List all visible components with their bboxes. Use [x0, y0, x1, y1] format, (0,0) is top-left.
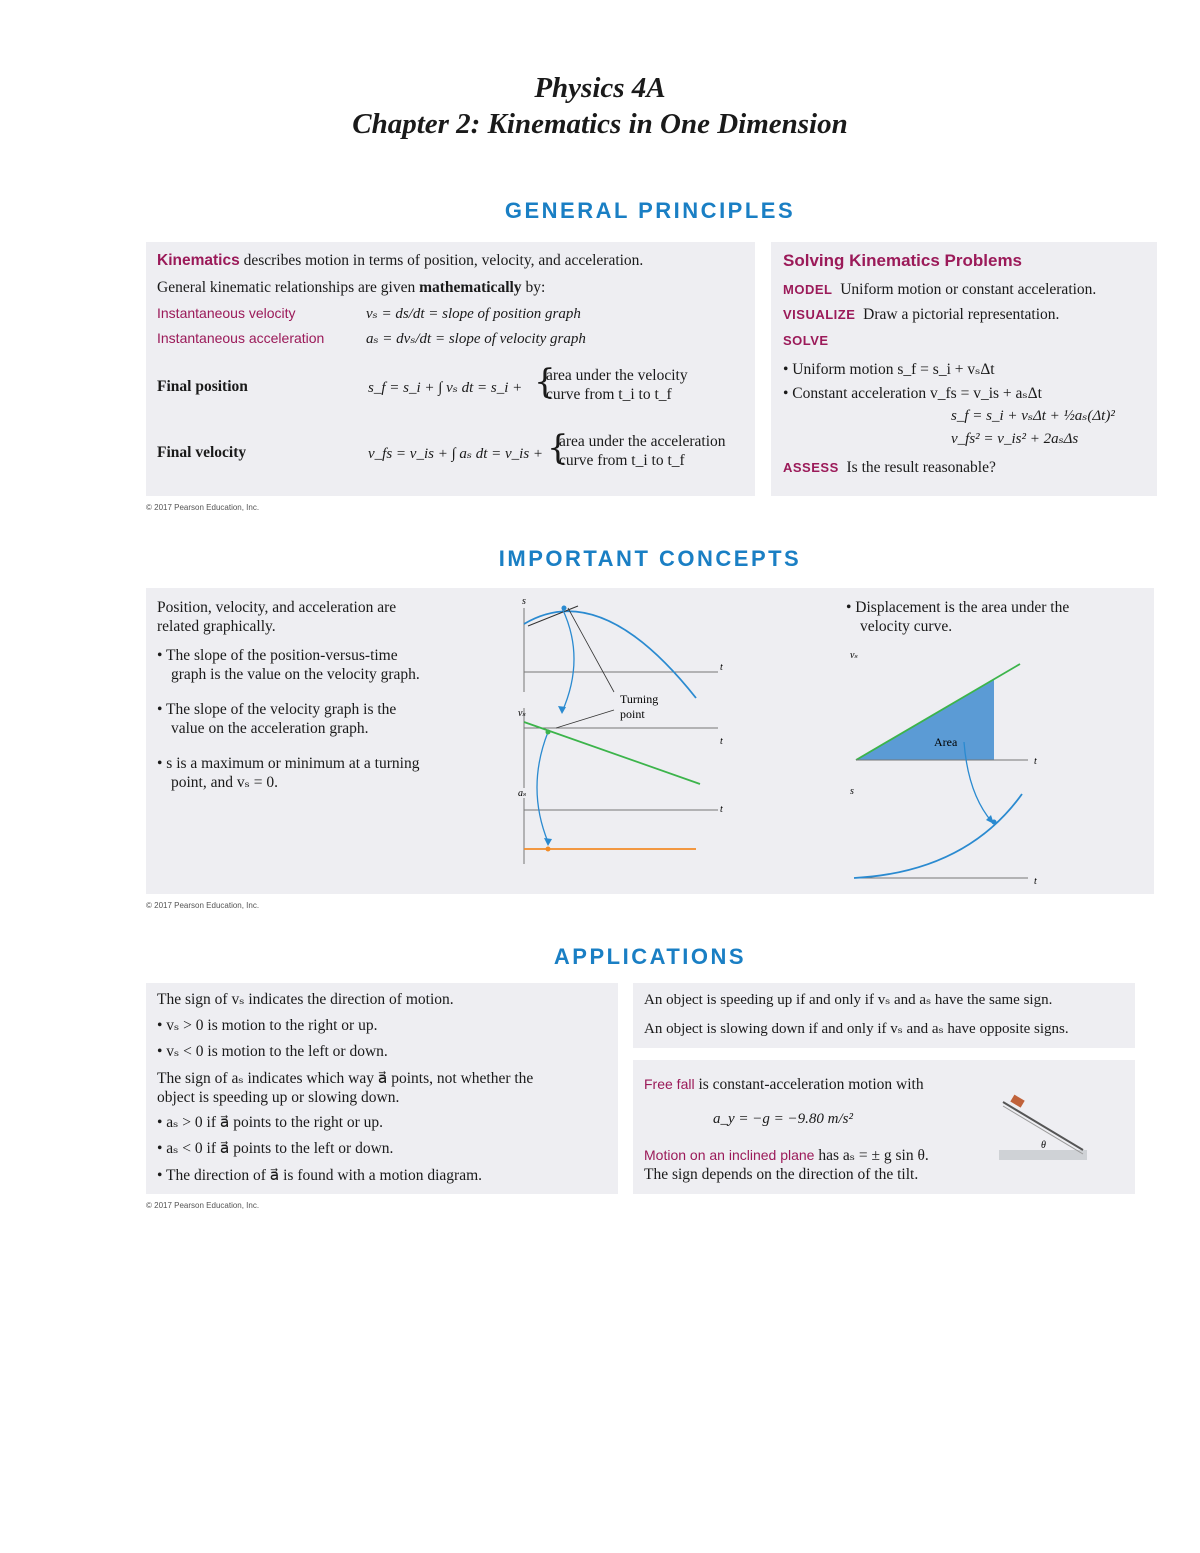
arrow-head-icon [544, 838, 552, 846]
inclined-plane-icon [995, 1090, 1091, 1162]
chapter-title: Chapter 2: Kinematics in One Dimension [352, 108, 848, 140]
turning-point-label-2: point [620, 707, 645, 721]
visualize-step: VISUALIZE Draw a pictorial representation. [783, 306, 1060, 323]
t-axis-label: t [720, 662, 723, 673]
v-axis-label: vₛ [518, 708, 526, 719]
graphical-intro: Position, velocity, and acceleration are related graphically. [157, 599, 397, 635]
a-negative-line: • aₛ < 0 if a⃗ points to the left or down. [157, 1140, 394, 1157]
inst-velocity-eq: vₛ = ds/dt = slope of position graph [366, 306, 581, 322]
slope-position-bullet: • The slope of the position-versus-time graph is the value on the velocity graph. [157, 647, 420, 683]
course-title: Physics 4A [534, 72, 666, 104]
important-concepts-heading: IMPORTANT CONCEPTS [498, 546, 802, 571]
solve-step: SOLVE [783, 333, 829, 348]
constant-accel-eq: • Constant acceleration v_fs = v_is + aₛΔt [783, 385, 1042, 402]
final-velocity-brace: area under the acceleration curve from t_i to t_f [559, 433, 726, 469]
assess-step: ASSESS Is the result reasonable? [783, 459, 996, 476]
solving-problems-box [771, 242, 1157, 496]
sign-a-line: The sign of aₛ indicates which way a⃗ points, not whether the object is speeding up or slowing down. [157, 1070, 534, 1106]
free-fall-line: Free fall is constant-acceleration motion with [644, 1076, 924, 1093]
v-axis-label: vₛ [850, 650, 858, 661]
a-positive-line: • aₛ > 0 if a⃗ points to the right or up. [157, 1114, 384, 1131]
arrow-head-icon [558, 706, 566, 714]
v-negative-line: • vₛ < 0 is motion to the left or down. [157, 1043, 388, 1060]
final-position-label: Final position [157, 378, 248, 395]
sign-v-line: The sign of vₛ indicates the direction of motion. [157, 991, 454, 1008]
t-axis-label: t [720, 736, 723, 747]
final-velocity-label: Final velocity [157, 444, 247, 461]
position-point [992, 820, 997, 825]
connector-arrow-2 [537, 732, 548, 842]
uniform-motion-eq: • Uniform motion s_f = s_i + vₛΔt [783, 361, 995, 378]
turning-point-bullet: • s is a maximum or minimum at a turning point, and vₛ = 0. [157, 755, 420, 791]
kinematics-definition: Kinematics describes motion in terms of position, velocity, and acceleration. [157, 252, 644, 269]
copyright-notice: © 2017 Pearson Education, Inc. [146, 503, 260, 512]
turning-leader-2 [556, 710, 614, 728]
incline-sign-line: The sign depends on the direction of the tilt. [644, 1166, 919, 1183]
relationships-line: General kinematic relationships are given mathematically by: [157, 279, 546, 296]
copyright-notice: © 2017 Pearson Education, Inc. [146, 901, 260, 910]
tangent-line [528, 606, 578, 626]
area-label: Area [934, 735, 958, 749]
kinematics-graphs [506, 588, 876, 894]
free-fall-box [633, 1060, 1135, 1194]
inst-velocity-label: Instantaneous velocity [157, 305, 296, 321]
turning-point-label-1: Turning [620, 692, 659, 706]
inst-accel-eq: aₛ = dvₛ/dt = slope of velocity graph [366, 331, 586, 347]
important-concepts-box [146, 588, 1154, 894]
velocity-squared-eq: v_fs² = v_is² + 2aₛΔs [951, 431, 1079, 447]
acceleration-dot [546, 847, 551, 852]
displacement-graphs [846, 644, 1054, 892]
inst-accel-label: Instantaneous acceleration [157, 330, 325, 346]
model-step: MODEL Uniform motion or constant acceleration. [783, 281, 1097, 298]
general-principles-box [146, 242, 755, 496]
position-eq: s_f = s_i + vₛΔt + ½aₛ(Δt)² [951, 408, 1115, 424]
incline-line: Motion on an inclined plane has aₛ = ± g sin θ. [644, 1147, 929, 1164]
s-axis-label: s [850, 786, 854, 797]
a-direction-line: • The direction of a⃗ is found with a motion diagram. [157, 1167, 483, 1184]
brace-icon: { [547, 428, 569, 468]
final-velocity-eq: v_fs = v_is + ∫ aₛ dt = v_is + [368, 446, 544, 462]
final-position-eq: s_f = s_i + ∫ vₛ dt = s_i + [368, 380, 523, 396]
t-axis-label: t [720, 804, 723, 815]
t-axis-label: t [1034, 756, 1037, 767]
solving-title: Solving Kinematics Problems [783, 251, 1023, 270]
ground [999, 1150, 1087, 1160]
theta-label: θ [1041, 1140, 1046, 1151]
position-curve [854, 794, 1022, 878]
velocity-line [524, 722, 700, 784]
block [1010, 1095, 1024, 1108]
s-axis-label: s [522, 596, 526, 607]
turning-point-dot [562, 606, 567, 611]
speeding-up-line: An object is speeding up if and only if vₛ and aₛ have the same sign. [644, 992, 1053, 1008]
slowing-down-line: An object is slowing down if and only if vₛ and aₛ have opposite signs. [644, 1021, 1069, 1037]
applications-heading: APPLICATIONS [553, 944, 747, 969]
general-principles-heading: GENERAL PRINCIPLES [504, 198, 796, 223]
displacement-bullet: • Displacement is the area under the velocity curve. [846, 599, 1070, 635]
connector-arrow-1 [562, 608, 574, 712]
sign-box [146, 983, 618, 1194]
slope-velocity-bullet: • The slope of the velocity graph is the value on the acceleration graph. [157, 701, 397, 737]
speeding-box [633, 983, 1135, 1048]
zero-velocity-dot [546, 730, 551, 735]
free-fall-eq: a_y = −g = −9.80 m/s² [713, 1111, 853, 1127]
t-axis-label: t [1034, 876, 1037, 887]
v-positive-line: • vₛ > 0 is motion to the right or up. [157, 1017, 378, 1034]
a-axis-label: aₛ [518, 788, 527, 799]
final-position-brace: area under the velocity curve from t_i to t_f [546, 367, 688, 403]
brace-icon: { [534, 362, 556, 402]
copyright-notice: © 2017 Pearson Education, Inc. [146, 1201, 260, 1210]
